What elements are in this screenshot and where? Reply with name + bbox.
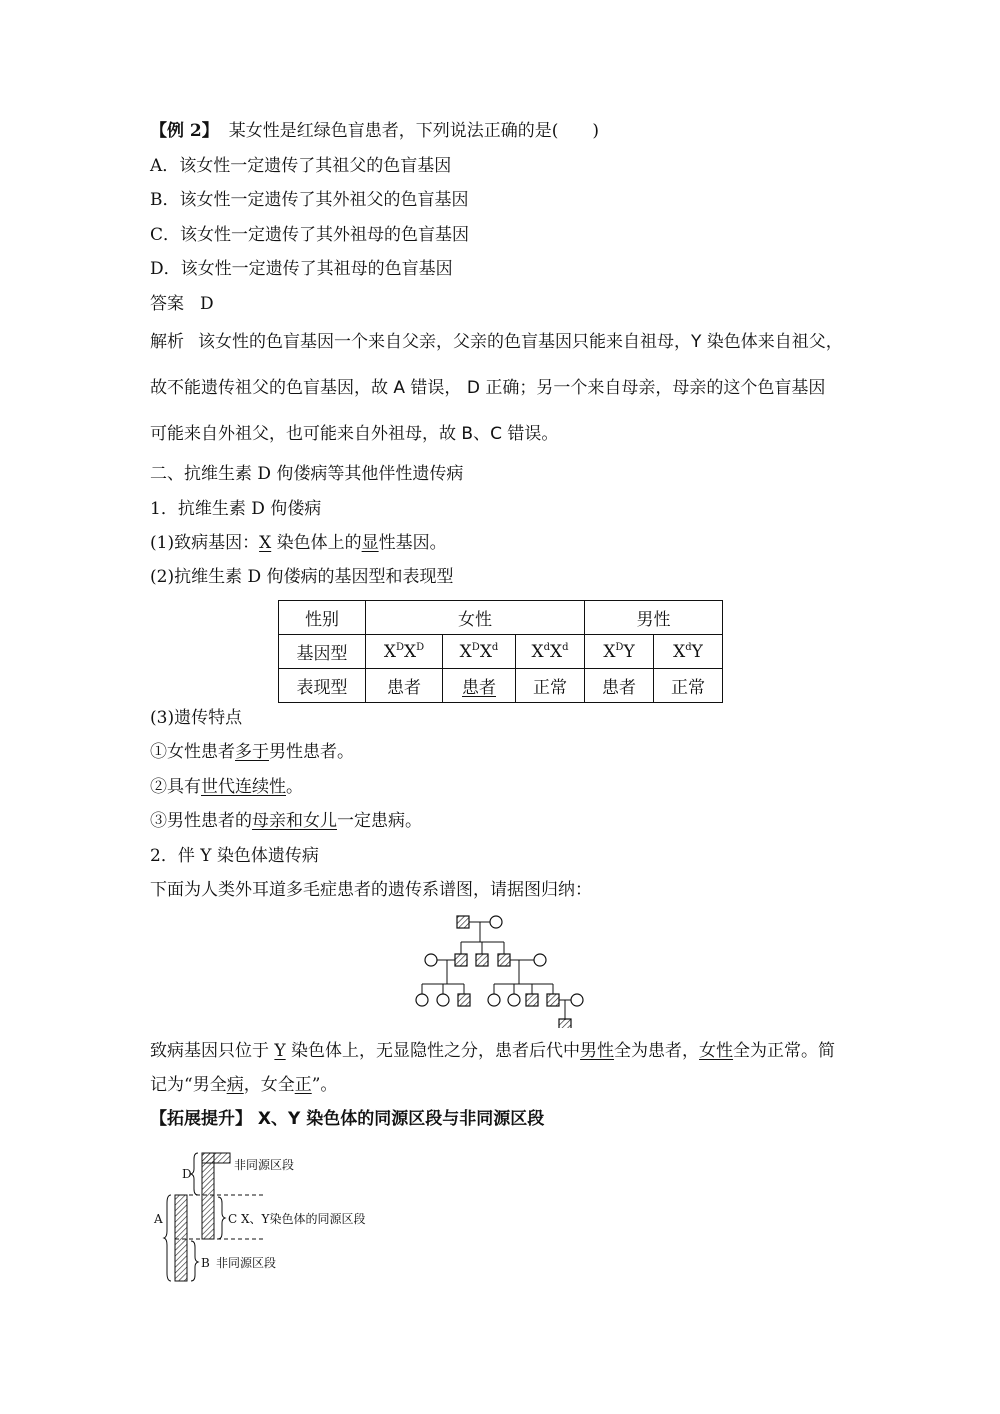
section2-title: 二、抗维生素 D 佝偻病等其他伴性遗传病 (150, 464, 464, 484)
brace-d (191, 1153, 198, 1195)
c1-mid-1: 染色体上，无显隐性之分，患者后代中 (285, 1041, 581, 1061)
c2-blank-1: 病 (226, 1075, 244, 1095)
allele-d: d (491, 641, 499, 653)
example-tag: 【例 2】 (150, 121, 219, 141)
y-chromosome (202, 1153, 230, 1239)
analysis-text-1: 该女性的色盲基因一个来自父亲，父亲的色盲基因只能来自祖母，Y 染色体来自祖父， (198, 332, 843, 352)
c2-mid: ，女全 (243, 1075, 295, 1095)
answer-label: 答案 (150, 294, 184, 314)
analysis-label: 解析 (150, 332, 184, 352)
c2-suffix: ”。 (311, 1075, 338, 1095)
label-d: D (182, 1167, 192, 1181)
phenotype-cell: 患者 (585, 669, 654, 703)
f2-prefix: ②具有 (150, 777, 201, 797)
text-c: X、Y染色体的同源区段 (241, 1212, 366, 1226)
f3-blank: 母亲和女儿 (252, 811, 337, 831)
text-b: 非同源区段 (216, 1256, 277, 1270)
brace-a (164, 1195, 171, 1281)
c2-blank-2: 正 (294, 1075, 312, 1095)
c2-prefix: 记为“男全 (150, 1075, 227, 1095)
label-b: B (201, 1256, 210, 1270)
x-chromosome (175, 1195, 187, 1281)
affected-male-symbol (457, 916, 469, 928)
f3-prefix: ③男性患者的 (150, 811, 252, 831)
f2-blank: 世代连续性 (201, 777, 286, 797)
c1-prefix: 致病基因只位于 (150, 1041, 275, 1061)
female-symbol (488, 994, 500, 1006)
female-symbol (571, 994, 583, 1006)
example-question (150, 120, 599, 142)
female-symbol (416, 994, 428, 1006)
sub1-p1 (150, 532, 447, 554)
table-header-male: 男性 (585, 601, 723, 635)
label-a: A (154, 1212, 163, 1226)
answer (150, 293, 214, 315)
expand-title-text: X、Y 染色体的同源区段与非同源区段 (252, 1109, 545, 1129)
female-symbol (437, 994, 449, 1006)
affected-male-symbol (476, 954, 488, 966)
table-label-phenotype: 表现型 (279, 669, 366, 703)
genotype-XDXD (366, 635, 443, 669)
f3-suffix: 一定患病。 (337, 811, 422, 831)
gene-x: X (531, 641, 544, 662)
brace-b (191, 1241, 198, 1281)
gene-x: X (479, 641, 492, 662)
sub1-p3: (3)遗传特点 (150, 708, 243, 728)
expand-title (150, 1108, 544, 1130)
allele-D: D (615, 641, 624, 653)
f2-suffix: 。 (286, 777, 303, 797)
analysis-line-2: 故不能遗传祖父的色盲基因，故 A 错误， D 正确；另一个来自母亲，母亲的这个色盲基因 (150, 378, 826, 398)
p1-blank-1: X (259, 533, 272, 553)
sub1-p2: (2)抗维生素 D 佝偻病的基因型和表现型 (150, 567, 454, 587)
gene-y: Y (691, 641, 703, 662)
analysis-line-1 (150, 331, 843, 353)
allele-d: d (562, 641, 569, 653)
c1-blank-2: 男性 (580, 1041, 615, 1061)
sub2-intro: 下面为人类外耳道多毛症患者的遗传系谱图，请据图归纳： (150, 880, 592, 900)
genotype-table (278, 600, 723, 703)
affected-male-symbol (498, 954, 510, 966)
affected-male-symbol (526, 994, 538, 1006)
genotype-XDXd (443, 635, 516, 669)
f1-suffix: 男性患者。 (269, 742, 354, 762)
expand-tag: 【拓展提升】 (150, 1109, 252, 1129)
allele-D: D (471, 641, 480, 653)
allele-D: D (395, 641, 404, 653)
phenotype-cell (443, 669, 516, 703)
feature-2 (150, 776, 303, 798)
sub1-title: 1．抗维生素 D 佝偻病 (150, 499, 322, 519)
phenotype-blank: 患者 (462, 678, 496, 698)
phenotype-cell: 患者 (366, 669, 443, 703)
option-b: B．该女性一定遗传了其外祖父的色盲基因 (150, 190, 469, 210)
text-d: 非同源区段 (234, 1158, 295, 1172)
c1-mid-2: 全为患者， (614, 1041, 700, 1061)
table-header-female: 女性 (366, 601, 585, 635)
table-row (279, 601, 723, 635)
allele-d: d (543, 641, 550, 653)
allele-D: D (416, 641, 425, 653)
option-a: A．该女性一定遗传了其祖父的色盲基因 (150, 156, 452, 176)
feature-3 (150, 810, 422, 832)
female-symbol (508, 994, 520, 1006)
brace-c (218, 1197, 225, 1239)
gene-x: X (603, 641, 616, 662)
sub2-title: 2．伴 Y 染色体遗传病 (150, 846, 319, 866)
female-symbol (425, 954, 437, 966)
p1-prefix: (1)致病基因： (150, 533, 260, 553)
feature-1 (150, 741, 354, 763)
c1-blank-3: 女性 (699, 1041, 734, 1061)
analysis-line-3: 可能来自外祖父，也可能来自外祖母，故 B、C 错误。 (150, 424, 559, 444)
gene-x: X (673, 641, 686, 662)
genotype-XDY (585, 635, 654, 669)
table-row (279, 635, 723, 669)
pedigree-chart (410, 908, 600, 1028)
gene-x: X (459, 641, 472, 662)
gene-x: X (383, 641, 396, 662)
label-c: C (228, 1212, 238, 1226)
p1-suffix: 性基因。 (378, 533, 447, 553)
answer-value: D (200, 294, 214, 314)
f1-prefix: ①女性患者 (150, 742, 235, 762)
allele-d: d (685, 641, 692, 653)
gene-x: X (550, 641, 563, 662)
option-c: C．该女性一定遗传了其外祖母的色盲基因 (150, 225, 470, 245)
conclusion-line-2 (150, 1074, 337, 1096)
c1-suffix: 全为正常。简 (733, 1041, 836, 1061)
c1-blank-1: Y (274, 1041, 286, 1061)
affected-male-symbol (559, 1019, 571, 1028)
table-header-sex: 性别 (279, 601, 366, 635)
p1-blank-2: 显 (361, 533, 379, 553)
affected-male-symbol (458, 994, 470, 1006)
affected-male-symbol (547, 994, 559, 1006)
genotype-XdY (654, 635, 723, 669)
table-row (279, 669, 723, 703)
xy-chromosome-diagram (150, 1145, 410, 1290)
gene-y: Y (623, 641, 635, 662)
affected-male-symbol (455, 954, 467, 966)
example-question-text: 某女性是红绿色盲患者，下列说法正确的是( ) (228, 121, 600, 141)
genotype-XdXd (516, 635, 585, 669)
conclusion-line-1 (150, 1040, 835, 1062)
phenotype-cell: 正常 (654, 669, 723, 703)
option-d: D．该女性一定遗传了其祖母的色盲基因 (150, 259, 453, 279)
table-label-genotype: 基因型 (279, 635, 366, 669)
p1-mid: 染色体上的 (271, 533, 362, 553)
female-symbol (490, 916, 502, 928)
gene-x: X (404, 641, 417, 662)
female-symbol (534, 954, 546, 966)
f1-blank: 多于 (235, 742, 269, 762)
phenotype-cell: 正常 (516, 669, 585, 703)
